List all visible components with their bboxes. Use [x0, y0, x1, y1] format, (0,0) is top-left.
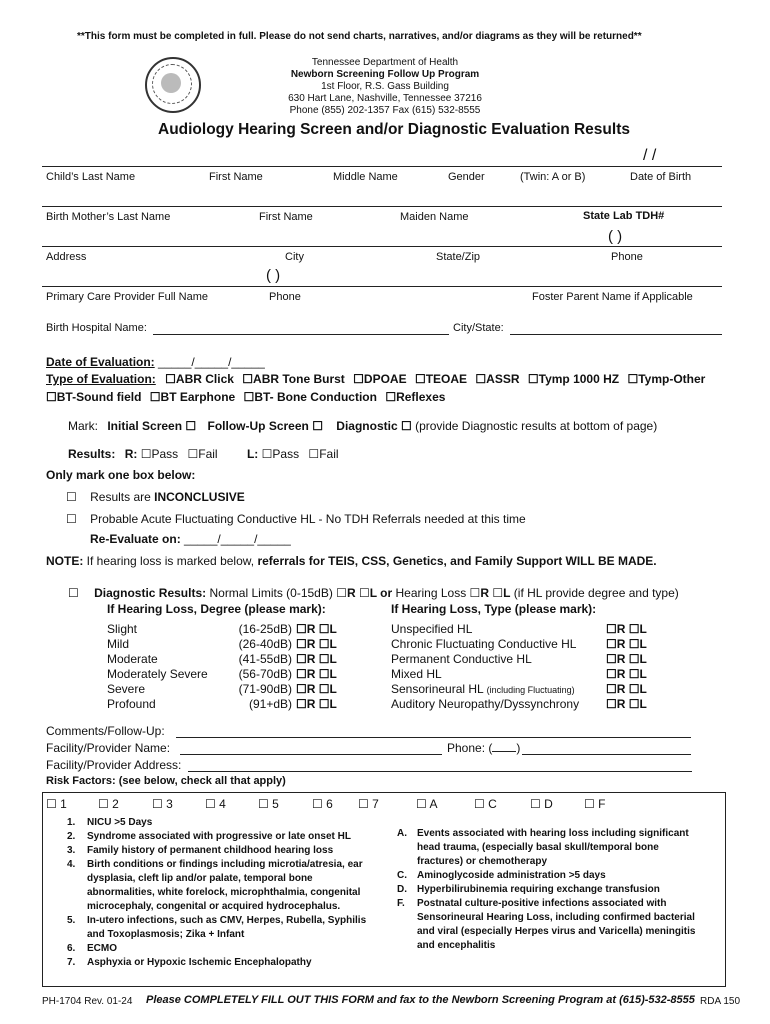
form-notice: **This form must be completed in full. Please do not send charts, narratives, and/or diagrams as they will be returned** — [77, 31, 642, 42]
degree-row — [107, 682, 145, 696]
type-rl-boxes[interactable]: ☐R ☐L — [606, 622, 647, 636]
eval-type-row — [46, 372, 705, 386]
child-info-line[interactable] — [42, 166, 722, 167]
hl-note: (if HL provide degree and type) — [513, 586, 679, 600]
degree-name: Profound — [107, 697, 156, 711]
address-line[interactable] — [42, 246, 722, 247]
building: 1st Floor, R.S. Gass Building — [321, 81, 449, 92]
results-row — [68, 447, 339, 461]
degree-range: (71-90dB) — [238, 682, 292, 696]
degree-row — [107, 697, 156, 711]
risk-factor-item: F. Postnatal culture-positive infections associated with Sensorineural Hearing Loss, including confirmed bacterial and viral (especially Herpes virus and Varicella) meningitis and encephalitis — [397, 898, 696, 951]
risk-checkbox-1[interactable]: ☐ 1 — [46, 797, 67, 811]
mark-label: Mark: — [68, 419, 98, 433]
type-dpoae[interactable]: ☐DPOAE — [353, 372, 407, 386]
label-maiden: Maiden Name — [400, 211, 469, 223]
hl-r: R — [480, 586, 489, 600]
comments-input[interactable] — [176, 737, 691, 738]
degree-range: (41-55dB) — [238, 652, 292, 666]
type-assr[interactable]: ☐ASSR — [475, 372, 520, 386]
label-pcp: Primary Care Provider Full Name — [46, 291, 208, 303]
street-address: 630 Hart Lane, Nashville, Tennessee 37216 — [288, 93, 482, 104]
risk-factor-item: 3. Family history of permanent childhood hearing loss — [67, 845, 334, 856]
only-one-label: Only mark one box below: — [46, 468, 196, 482]
mark-diagnostic[interactable]: Diagnostic ☐ — [336, 419, 412, 433]
option-probable[interactable] — [66, 512, 526, 526]
label-address: Address — [46, 251, 87, 263]
label-pcp-phone: Phone — [269, 291, 301, 303]
probable-checkbox[interactable]: ☐ — [66, 512, 77, 526]
results-label: Results: — [68, 447, 116, 461]
l-fail[interactable]: ☐Fail — [308, 447, 339, 461]
degree-range: (91+dB) — [248, 697, 292, 711]
degree-row — [107, 622, 137, 636]
type-row — [391, 697, 579, 711]
note-row — [46, 554, 657, 568]
risk-checkbox-c[interactable]: ☐ C — [474, 797, 497, 811]
degree-rl-boxes[interactable]: ☐R ☐L — [296, 667, 337, 681]
type-name: Sensorineural HL — [391, 682, 484, 696]
note-mid: If hearing loss is marked below, — [83, 554, 258, 568]
probable-label: Probable Acute Fluctuating Conductive HL - No TDH Referrals needed at this time — [90, 512, 526, 526]
risk-factor-item: 1. NICU >5 Days — [67, 817, 153, 828]
mother-info-line[interactable] — [42, 206, 722, 207]
form-number: PH-1704 Rev. 01-24 — [42, 996, 133, 1007]
risk-checkbox-5[interactable]: ☐ 5 — [258, 797, 279, 811]
phone-parens: ( ) — [608, 228, 623, 245]
label-lab-tdh: State Lab TDH# — [583, 210, 665, 222]
degree-range: (26-40dB) — [238, 637, 292, 651]
program-name: Newborn Screening Follow Up Program — [290, 69, 480, 80]
risk-factor-item: 7. Asphyxia or Hypoxic Ischemic Encephalopathy — [67, 957, 312, 968]
note-pre: NOTE: — [46, 554, 84, 568]
facility-input[interactable] — [180, 754, 442, 755]
diag-note: (provide Diagnostic results at bottom of page) — [415, 419, 658, 433]
type-rl-boxes[interactable]: ☐R ☐L — [606, 682, 647, 696]
degree-name: Severe — [107, 682, 146, 696]
type-abr-click[interactable]: ☐ABR Click — [165, 372, 234, 386]
label-city: City — [285, 251, 304, 263]
risk-checkbox-7[interactable]: ☐ 7 — [358, 797, 379, 811]
inconclusive-pre: Results are — [90, 490, 155, 504]
normal-r-box[interactable]: ☐ — [336, 586, 347, 600]
normal-l-box[interactable]: ☐ — [358, 586, 370, 600]
label-foster: Foster Parent Name if Applicable — [532, 291, 693, 303]
degree-name: Slight — [107, 622, 138, 636]
risk-factor-item: D. Hyperbilirubinemia requiring exchange transfusion — [397, 884, 660, 895]
degree-row — [107, 652, 158, 666]
label-hospital-city: City/State: — [453, 322, 504, 334]
diag-checkbox[interactable]: ☐ — [68, 586, 79, 600]
footer-message: Please COMPLETELY FILL OUT THIS FORM and fax to the Newborn Screening Program at (615)-532-8555 — [146, 994, 695, 1006]
degree-name: Moderate — [107, 652, 158, 666]
risk-right-list — [397, 827, 707, 953]
risk-checkbox-2[interactable]: ☐ 2 — [98, 797, 119, 811]
type-note: (including Fluctuating) — [486, 685, 575, 695]
diag-row: ☐ Diagnostic Results: Normal Limits (0-15dB) ☐R ☐L or Hearing Loss ☐R ☐L (if HL provide degree and type) — [68, 586, 679, 600]
inconclusive-bold: INCONCLUSIVE — [154, 490, 245, 504]
label-gender: Gender — [448, 171, 485, 183]
page-title: Audiology Hearing Screen and/or Diagnostic Evaluation Results — [158, 121, 630, 138]
type-name: Chronic Fluctuating Conductive HL — [391, 637, 577, 651]
label-mother-last: Birth Mother’s Last Name — [46, 211, 171, 223]
degree-rl-boxes[interactable]: ☐R ☐L — [296, 637, 337, 651]
degree-name: Mild — [107, 637, 130, 651]
r-pass[interactable]: ☐Pass — [140, 447, 179, 461]
type-name: Permanent Conductive HL — [391, 652, 532, 666]
type-reflexes[interactable]: ☐Reflexes — [385, 390, 446, 404]
label-phone: Phone — [611, 251, 643, 263]
risk-factor-item: 4. Birth conditions or findings including microtia/atresia, ear dysplasia, cleft lip and/or palate, temporal bone abnormalities, white forelock, microphthalmia, congenital microcephaly, congenital or acquired hydrocephalus. — [67, 859, 363, 912]
results-r: R: — [124, 447, 138, 461]
dob-slashes: / / — [643, 147, 657, 164]
risk-factor-item: 6. ECMO — [67, 943, 117, 954]
hl-r-box[interactable]: ☐ — [469, 586, 481, 600]
type-abr-tone[interactable]: ☐ABR Tone Burst — [242, 372, 345, 386]
risk-checkbox-f[interactable]: ☐ F — [584, 797, 606, 811]
mark-initial[interactable]: Initial Screen ☐ — [107, 419, 197, 433]
type-tymp-1000[interactable]: ☐Tymp 1000 HZ — [527, 372, 620, 386]
reeval-input[interactable]: _____/_____/_____ — [180, 532, 291, 546]
normal-r: R — [346, 586, 356, 600]
contact-phone: Phone (855) 202-1357 Fax (615) 532-8555 — [289, 105, 481, 116]
normal-l: L or — [369, 586, 393, 600]
label-dob: Date of Birth — [630, 171, 692, 183]
degree-row — [107, 637, 129, 651]
risk-checkbox-4[interactable]: ☐ 4 — [205, 797, 226, 811]
type-row — [391, 652, 532, 666]
pcp-phone-parens: ( ) — [266, 267, 281, 284]
reeval-label: Re-Evaluate on: — [90, 532, 181, 546]
eval-type-row2 — [46, 390, 445, 404]
type-row — [391, 622, 472, 636]
r-fail[interactable]: ☐Fail — [187, 447, 218, 461]
degree-rl-boxes[interactable]: ☐R ☐L — [296, 697, 337, 711]
risk-factor-item: A. Events associated with hearing loss including significant head trauma, (especially basal skull/temporal bone fractures) or chemotherapy — [397, 828, 689, 867]
type-teoae[interactable]: ☐TEOAE — [414, 372, 468, 386]
label-twin: (Twin: A or B) — [520, 171, 586, 183]
degree-rl-boxes[interactable]: ☐R ☐L — [296, 622, 337, 636]
state-seal-icon — [145, 57, 201, 113]
dept-name: Tennessee Department of Health — [311, 57, 459, 68]
risk-factor-item: C. Aminoglycoside administration >5 days — [397, 870, 606, 881]
risk-checkbox-6[interactable]: ☐ 6 — [312, 797, 333, 811]
type-name: Unspecified HL — [391, 622, 473, 636]
mark-row — [68, 419, 657, 433]
option-inconclusive[interactable] — [66, 490, 245, 504]
label-facility: Facility/Provider Name: — [46, 741, 171, 755]
risk-checkbox-3[interactable]: ☐ 3 — [152, 797, 173, 811]
type-tymp-other[interactable]: ☐Tymp-Other — [627, 372, 706, 386]
degree-name: Moderately Severe — [107, 667, 208, 681]
pcp-line[interactable] — [42, 286, 722, 287]
risk-heading: Risk Factors: (see below, check all that apply) — [46, 775, 286, 787]
degree-heading: If Hearing Loss, Degree (please mark): — [107, 602, 326, 616]
type-bt-earphone[interactable]: ☐BT Earphone — [149, 390, 236, 404]
risk-factor-item: 5. In-utero infections, such as CMV, Herpes, Rubella, Syphilis and Toxoplasmosis; Zika + Infant — [67, 915, 367, 940]
label-hospital: Birth Hospital Name: — [46, 322, 147, 334]
hl-l-box[interactable]: ☐ — [492, 586, 504, 600]
hospital-input[interactable] — [153, 334, 449, 335]
risk-factor-item: 2. Syndrome associated with progressive or late onset HL — [67, 831, 351, 842]
label-comments: Comments/Follow-Up: — [46, 724, 165, 738]
reeval-row — [90, 532, 291, 546]
eval-date-label: Date of Evaluation: — [46, 355, 155, 369]
label-mother-first: First Name — [259, 211, 313, 223]
type-bt-sound[interactable]: ☐BT-Sound field — [46, 390, 142, 404]
degree-row — [107, 667, 208, 681]
facility-address-input[interactable] — [188, 771, 692, 772]
hospital-city-input[interactable] — [510, 334, 722, 335]
type-row — [391, 667, 442, 681]
risk-checkbox-d[interactable]: ☐ D — [530, 797, 553, 811]
results-l: L: — [246, 447, 259, 461]
eval-date-input[interactable]: _____/_____/_____ — [154, 355, 265, 369]
eval-date-row — [46, 355, 265, 369]
label-facility-phone: Phone: ( ) — [447, 741, 521, 755]
type-bt-bone[interactable]: ☐BT- Bone Conduction — [243, 390, 377, 404]
diag-label: Diagnostic Results: — [94, 586, 207, 600]
type-rl-boxes[interactable]: ☐R ☐L — [606, 667, 647, 681]
type-heading: If Hearing Loss, Type (please mark): — [391, 602, 597, 616]
facility-phone-input[interactable] — [522, 754, 691, 755]
note-bold: referrals for TEIS, CSS, Genetics, and Family Support WILL BE MADE. — [257, 554, 657, 568]
type-row — [391, 682, 575, 696]
type-rl-boxes[interactable]: ☐R ☐L — [606, 652, 647, 666]
degree-rl-boxes[interactable]: ☐R ☐L — [296, 652, 337, 666]
inconclusive-checkbox[interactable]: ☐ — [66, 490, 77, 504]
type-name: Mixed HL — [391, 667, 442, 681]
type-name: Auditory Neuropathy/Dyssynchrony — [391, 697, 580, 711]
rda-code: RDA 150 — [700, 996, 741, 1007]
label-child-first: First Name — [209, 171, 263, 183]
eval-type-label: Type of Evaluation: — [46, 372, 156, 386]
label-child-middle: Middle Name — [333, 171, 398, 183]
diag-normal: Normal Limits (0-15dB) — [206, 586, 337, 600]
label-state-zip: State/Zip — [436, 251, 481, 263]
degree-range: (16-25dB) — [238, 622, 292, 636]
risk-left-list — [67, 816, 377, 970]
type-row — [391, 637, 576, 651]
type-rl-boxes[interactable]: ☐R ☐L — [606, 637, 647, 651]
type-rl-boxes[interactable]: ☐R ☐L — [606, 697, 647, 711]
mark-followup[interactable]: Follow-Up Screen ☐ — [207, 419, 323, 433]
l-pass[interactable]: ☐Pass — [261, 447, 300, 461]
degree-rl-boxes[interactable]: ☐R ☐L — [296, 682, 337, 696]
hl-text: Hearing Loss — [392, 586, 470, 600]
header-block — [270, 57, 500, 117]
label-child-last: Child’s Last Name — [46, 171, 136, 183]
degree-range: (56-70dB) — [238, 667, 292, 681]
label-facility-address: Facility/Provider Address: — [46, 758, 182, 772]
risk-checkbox-a[interactable]: ☐ A — [416, 797, 438, 811]
